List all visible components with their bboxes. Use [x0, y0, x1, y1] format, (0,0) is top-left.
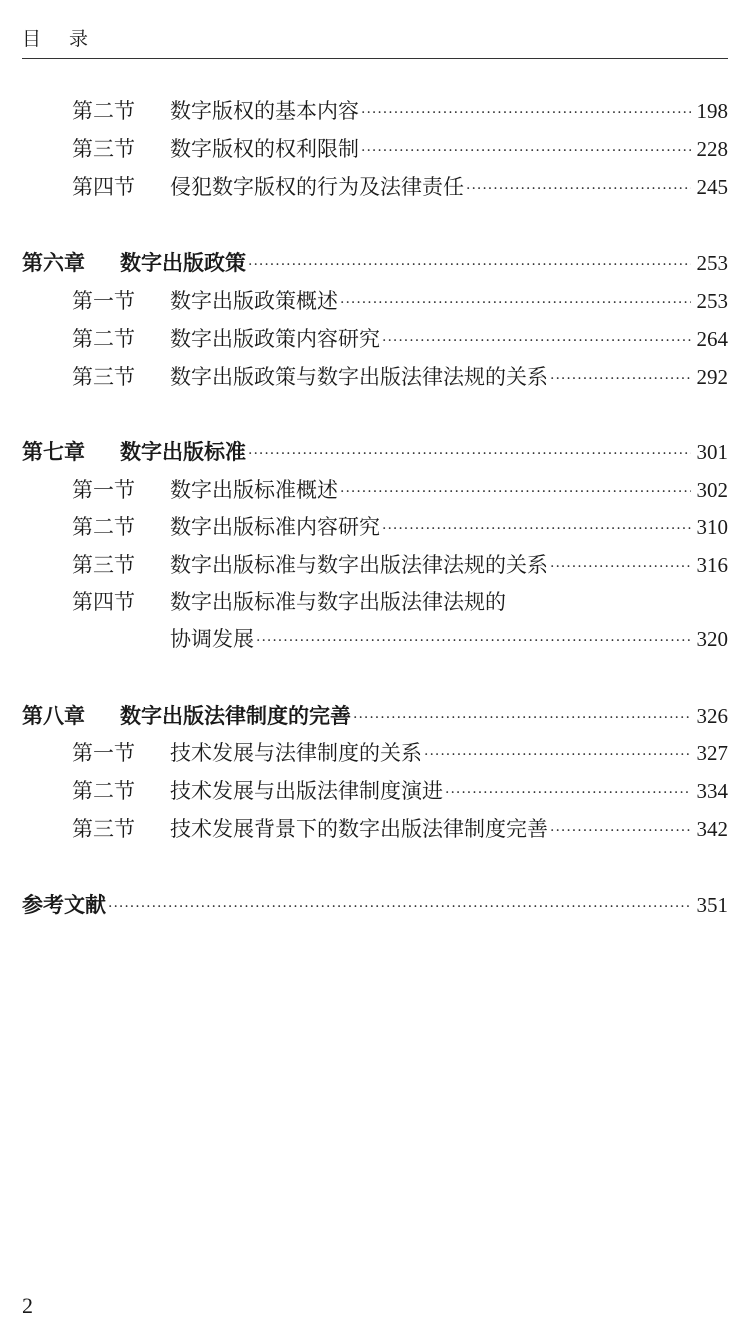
- entry-page-number: 316: [696, 553, 728, 577]
- header-rule: [22, 58, 728, 59]
- dot-leader: [550, 554, 691, 580]
- entry-page-number: 342: [696, 817, 728, 841]
- entry-title: 数字版权的权利限制: [170, 137, 359, 161]
- entry-number: 第三节: [72, 817, 135, 841]
- entry-number: 第六章: [22, 250, 85, 275]
- entry-title: 数字出版政策内容研究: [170, 327, 380, 351]
- entry-title: 技术发展背景下的数字出版法律制度完善: [170, 817, 548, 841]
- entry-number: 第一节: [72, 289, 135, 313]
- entry-title: 数字出版标准与数字出版法律法规的关系: [170, 553, 548, 577]
- entry-title: 数字出版标准内容研究: [170, 515, 380, 539]
- toc-section-entry[interactable]: [72, 512, 728, 542]
- entry-title: 侵犯数字版权的行为及法律责任: [170, 175, 464, 199]
- entry-label: [72, 134, 359, 164]
- entry-page-number: 351: [696, 893, 728, 917]
- dot-leader: [424, 742, 691, 768]
- entry-label: [72, 362, 548, 392]
- entry-title: 数字版权的基本内容: [170, 99, 359, 123]
- entry-label: [72, 738, 422, 768]
- entry-number: 第二节: [72, 99, 135, 123]
- entry-label: [72, 172, 464, 202]
- entry-label: [72, 624, 254, 654]
- entry-title: 数字出版标准与数字出版法律法规的: [170, 590, 506, 614]
- dot-leader: [353, 705, 691, 731]
- toc-section-entry[interactable]: [72, 172, 728, 202]
- entry-label: [72, 475, 338, 505]
- entry-label: [22, 701, 351, 731]
- toc-section-entry[interactable]: [72, 776, 728, 806]
- entry-page-number: 310: [696, 515, 728, 539]
- entry-title: 数字出版标准: [120, 439, 246, 464]
- entry-title: 数字出版政策: [120, 250, 246, 275]
- toc-section-entry[interactable]: [72, 550, 728, 580]
- entry-number: 第四节: [72, 175, 135, 199]
- toc-section-entry[interactable]: [72, 324, 728, 354]
- dot-leader: [248, 252, 691, 278]
- dot-leader: [382, 516, 691, 542]
- page-number: 2: [22, 1293, 33, 1318]
- entry-page-number: 327: [696, 741, 728, 765]
- dot-leader: [382, 328, 691, 354]
- toc-section-entry[interactable]: [72, 134, 728, 164]
- entry-number: 第八章: [22, 703, 85, 728]
- entry-label: [72, 286, 338, 316]
- dot-leader: [256, 628, 691, 654]
- toc-section-entry[interactable]: [72, 738, 728, 768]
- toc-chapter-entry[interactable]: [22, 890, 728, 920]
- running-header: [22, 24, 116, 51]
- entry-number: 第一节: [72, 478, 135, 502]
- entry-page-number: 264: [696, 327, 728, 351]
- entry-number: 第一节: [72, 741, 135, 765]
- entry-page-number: 326: [696, 704, 728, 728]
- entry-title: 技术发展与法律制度的关系: [170, 741, 422, 765]
- dot-leader: [445, 780, 691, 806]
- toc-chapter-entry[interactable]: [22, 437, 728, 467]
- toc-section-entry[interactable]: [72, 624, 728, 654]
- entry-title: 数字出版政策概述: [170, 289, 338, 313]
- entry-number: 第二节: [72, 779, 135, 803]
- dot-leader: [361, 138, 691, 164]
- entry-label: [22, 890, 106, 920]
- entry-number: 第四节: [72, 590, 135, 614]
- entry-label: [72, 814, 548, 844]
- entry-number: 第三节: [72, 365, 135, 389]
- entry-title: 数字出版政策与数字出版法律法规的关系: [170, 365, 548, 389]
- toc-chapter-entry[interactable]: [22, 248, 728, 278]
- entry-page-number: 245: [696, 175, 728, 199]
- entry-number: 第二节: [72, 515, 135, 539]
- toc-section-entry[interactable]: [72, 362, 728, 392]
- entry-page-number: 253: [696, 289, 728, 313]
- entry-title: 技术发展与出版法律制度演进: [170, 779, 443, 803]
- dot-leader: [550, 818, 691, 844]
- toc-section-entry[interactable]: [72, 475, 728, 505]
- entry-number: 第七章: [22, 439, 85, 464]
- toc-section-entry[interactable]: [72, 96, 728, 126]
- toc-section-entry[interactable]: [72, 814, 728, 844]
- dot-leader: [340, 290, 691, 316]
- dot-leader: [550, 366, 691, 392]
- entry-label: [72, 587, 506, 617]
- dot-leader: [340, 479, 691, 505]
- dot-leader: [108, 894, 691, 920]
- entry-title: 数字出版标准概述: [170, 478, 338, 502]
- entry-number: 第三节: [72, 553, 135, 577]
- entry-label: [72, 96, 359, 126]
- entry-number: 第二节: [72, 327, 135, 351]
- entry-title: 协调发展: [170, 627, 254, 651]
- entry-label: [72, 776, 443, 806]
- entry-page-number: 334: [696, 779, 728, 803]
- entry-label: [22, 248, 246, 278]
- dot-leader: [361, 100, 691, 126]
- dot-leader: [248, 441, 691, 467]
- entry-label: [22, 437, 246, 467]
- entry-page-number: 253: [696, 251, 728, 275]
- entry-page-number: 302: [696, 478, 728, 502]
- entry-page-number: 198: [696, 99, 728, 123]
- entry-title: 参考文献: [22, 892, 106, 917]
- entry-page-number: 320: [696, 627, 728, 651]
- entry-label: [72, 512, 380, 542]
- entry-number: 第三节: [72, 137, 135, 161]
- dot-leader: [466, 176, 691, 202]
- entry-label: [72, 324, 380, 354]
- toc-section-entry[interactable]: [72, 286, 728, 316]
- entry-page-number: 301: [696, 440, 728, 464]
- toc-section-entry[interactable]: [72, 587, 728, 617]
- entry-title: 数字出版法律制度的完善: [120, 703, 351, 728]
- entry-label: [72, 550, 548, 580]
- toc-chapter-entry[interactable]: [22, 701, 728, 731]
- header-char: 录: [69, 28, 89, 50]
- header-char: 目: [22, 28, 42, 50]
- entry-page-number: 228: [696, 137, 728, 161]
- entry-page-number: 292: [696, 365, 728, 389]
